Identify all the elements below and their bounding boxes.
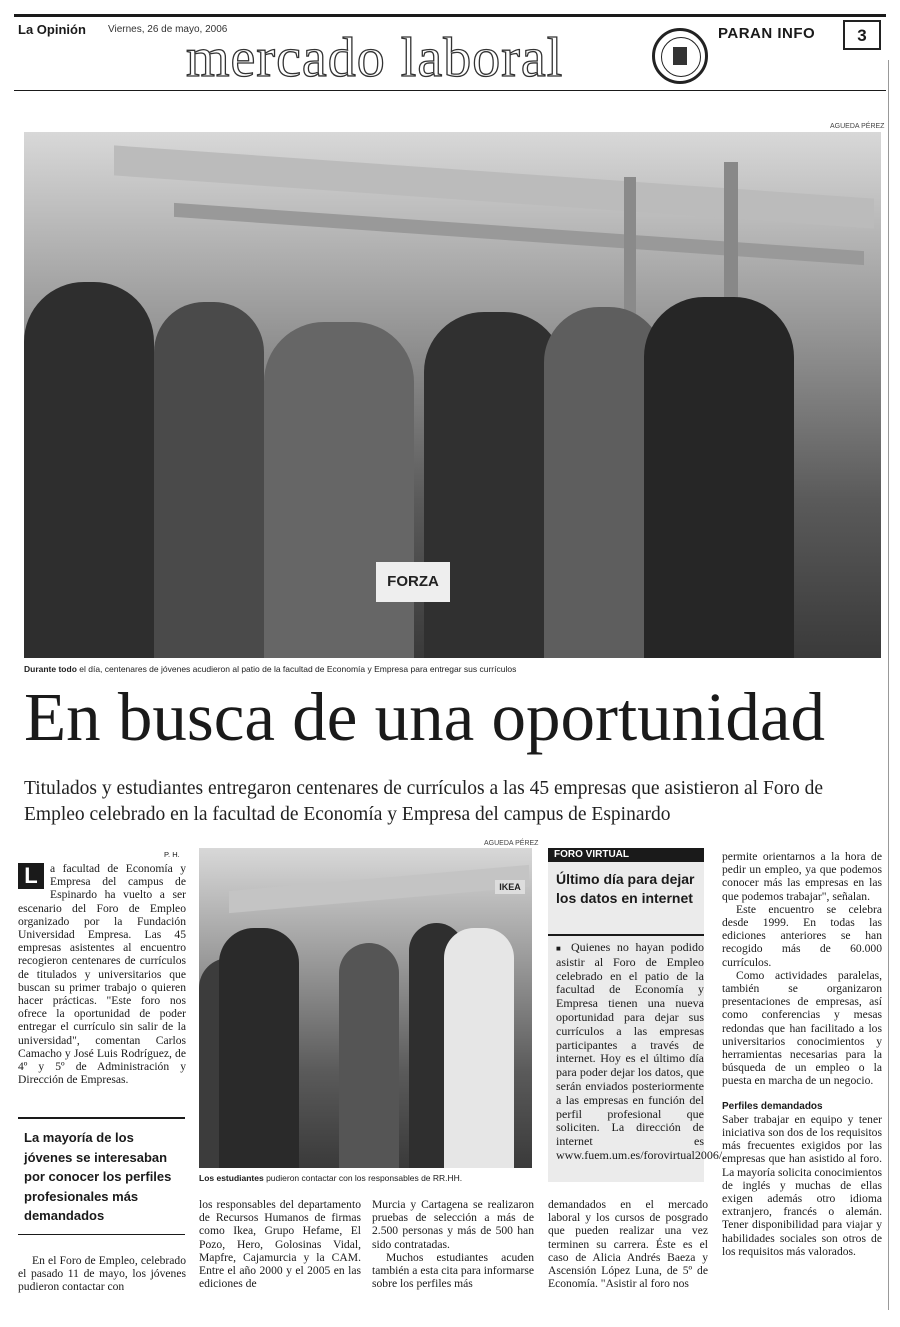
column-4 [548, 1198, 708, 1298]
square-bullet-icon: ■ [556, 944, 565, 953]
issue-date: Viernes, 26 de mayo, 2006 [108, 24, 228, 35]
newspaper-name: La Opinión [18, 22, 86, 37]
second-photo-caption [199, 1173, 533, 1183]
column-5-paragraph-4: Saber trabajar en equipo y tener iniciativa son dos de los requisitos más frecuentes exigidos por las empresas que han asistido al foro. La mayoría solicita conocimientos de inglés y muchas de ellas exigen además otro idioma extranjero, francés o alemán. Tener disponibilidad para viajar y habilidades sociales son otros de los requisitos más valorados. [722, 1112, 883, 1258]
column-5 [722, 850, 882, 1300]
column-1-top [18, 862, 186, 1120]
column-3-paragraph-2: Muchos estudiantes acuden también a esta cita para informarse sobre los perfiles más [372, 1250, 534, 1291]
column-4-paragraph-1: demandados en el mercado laboral y los cursos de posgrado que pueden realizar una vez terminen su carrera. Éste es el caso de Alicia Andrés Baeza y Ascensión López Luna, de 5º de Economía. "Asistir al foro nos [548, 1198, 708, 1291]
pull-quote-bottom-rule [18, 1234, 185, 1235]
column-5-paragraph-1: permite orientarnos a la hora de pedir un empleo, ya que podemos conocer más las empresas en las que podemos trabajar", señalan. [722, 850, 882, 903]
column-5-subheading: Perfiles demandados [722, 1100, 823, 1112]
section-title: mercado laboral [186, 27, 564, 89]
sidebar-body [556, 940, 726, 1181]
pull-quote: La mayoría de los jóvenes se interesaban por conocer los perfiles profesionales más demandados [24, 1130, 172, 1224]
headline: En busca de una oportunidad [24, 679, 825, 755]
page-number: 3 [843, 20, 881, 50]
byline: P. H. [164, 850, 180, 859]
column-2-paragraph-1: los responsables del departamento de Recursos Humanos de firmas como Ikea, Grupo Hefame, El Pozo, Hero, Golosinas Vidal, Mapfre, Cajamurcia y la CAM. Entre el año 2000 y el 2005 en las ediciones de [199, 1198, 361, 1291]
second-photo-sign: IKEA [495, 880, 525, 894]
second-photo-credit: AGUEDA PÉREZ [484, 840, 539, 847]
main-photo [24, 132, 881, 658]
header-rule [14, 90, 886, 91]
top-rule [14, 14, 886, 17]
sidebar-body-text: Quienes no hayan podido asistir al Foro de Empleo celebrado en el patio de la facultad de Economía y Empresa tienen una nueva oportunidad para dejar sus currículos a las empresas participantes a través de internet. Hoy es el último día para poder dejar los datos, que serán enviados posteriormente a las empresas en función del perfil profesional que soliciten. La dirección de internet es www.fuem.um.es/forovirtual2006/. [556, 940, 726, 1162]
subhead: Titulados y estudiantes entregaron centenares de currículos a las 45 empresas que asistieron al Foro de Empleo celebrado en la facultad de Economía y Empresa del campus de Espinardo [24, 778, 824, 825]
sidebar-title: Último día para dejar los datos en internet [556, 871, 695, 906]
column-1-bottom [18, 1254, 186, 1298]
sidebar-tag-bar [548, 848, 704, 862]
main-photo-credit: AGUEDA PÉREZ [830, 123, 885, 130]
column-1-paragraph-1: a facultad de Economía y Empresa del campus de Espinardo ha vuelto a ser escenario del Foro de Empleo organizado por la Fundación Universidad Empresa. Las 45 empresas asistentes al encuentro recogieron centenares de currículos de titulados y universitarios que buscan su primer trabajo o quieren hacer prácticas. "Este foro nos ofrece la oportunidad de poder entregar el currículo sin salir de la universidad", comentan Carlos Camacho y José Luis Rodríguez, de 4º y 5º de Administración y Dirección de Empresas. [18, 862, 186, 1087]
column-5-paragraph-3: Como actividades paralelas, también se organizaron presentaciones de empresas, así como conferencias y mesas redondas que han facilitado a los universitarios conocimientos y herramientas necesarias para la búsqueda de un empleo o la puesta en marcha de un negocio. [722, 968, 882, 1088]
supplement-name: PARAN INFO [718, 25, 816, 42]
sidebar-rule [548, 934, 704, 936]
second-caption-lead: Los estudiantes [199, 1173, 264, 1183]
column-1-paragraph-2: En el Foro de Empleo, celebrado el pasado 11 de mayo, los jóvenes pudieron contactar con [18, 1254, 186, 1294]
column-3 [372, 1198, 534, 1298]
column-5-paragraph-2: Este encuentro se celebra desde 1999. En todas las ediciones anteriores se han recogido más de 60.000 currículos. [722, 902, 882, 969]
pull-quote-top-rule [18, 1117, 185, 1119]
second-photo [199, 848, 532, 1168]
main-caption-text: el día, centenares de jóvenes acudieron al patio de la facultad de Economía y Empresa para entregar sus currículos [76, 664, 517, 674]
drop-cap: L [18, 863, 44, 889]
column-2 [199, 1198, 361, 1298]
second-caption-text: pudieron contactar con los responsables de RR.HH. [263, 1173, 463, 1183]
column-3-paragraph-1: Murcia y Cartagena se realizaron pruebas de selección a más de 2.500 personas y más de 500 han sido contratadas. [372, 1198, 534, 1251]
sidebar-tag: FORO VIRTUAL [554, 849, 629, 860]
page-edge [888, 60, 889, 1310]
main-caption-lead: Durante todo [24, 664, 77, 674]
main-photo-sign: FORZA [376, 562, 450, 602]
university-seal-icon [652, 28, 708, 84]
